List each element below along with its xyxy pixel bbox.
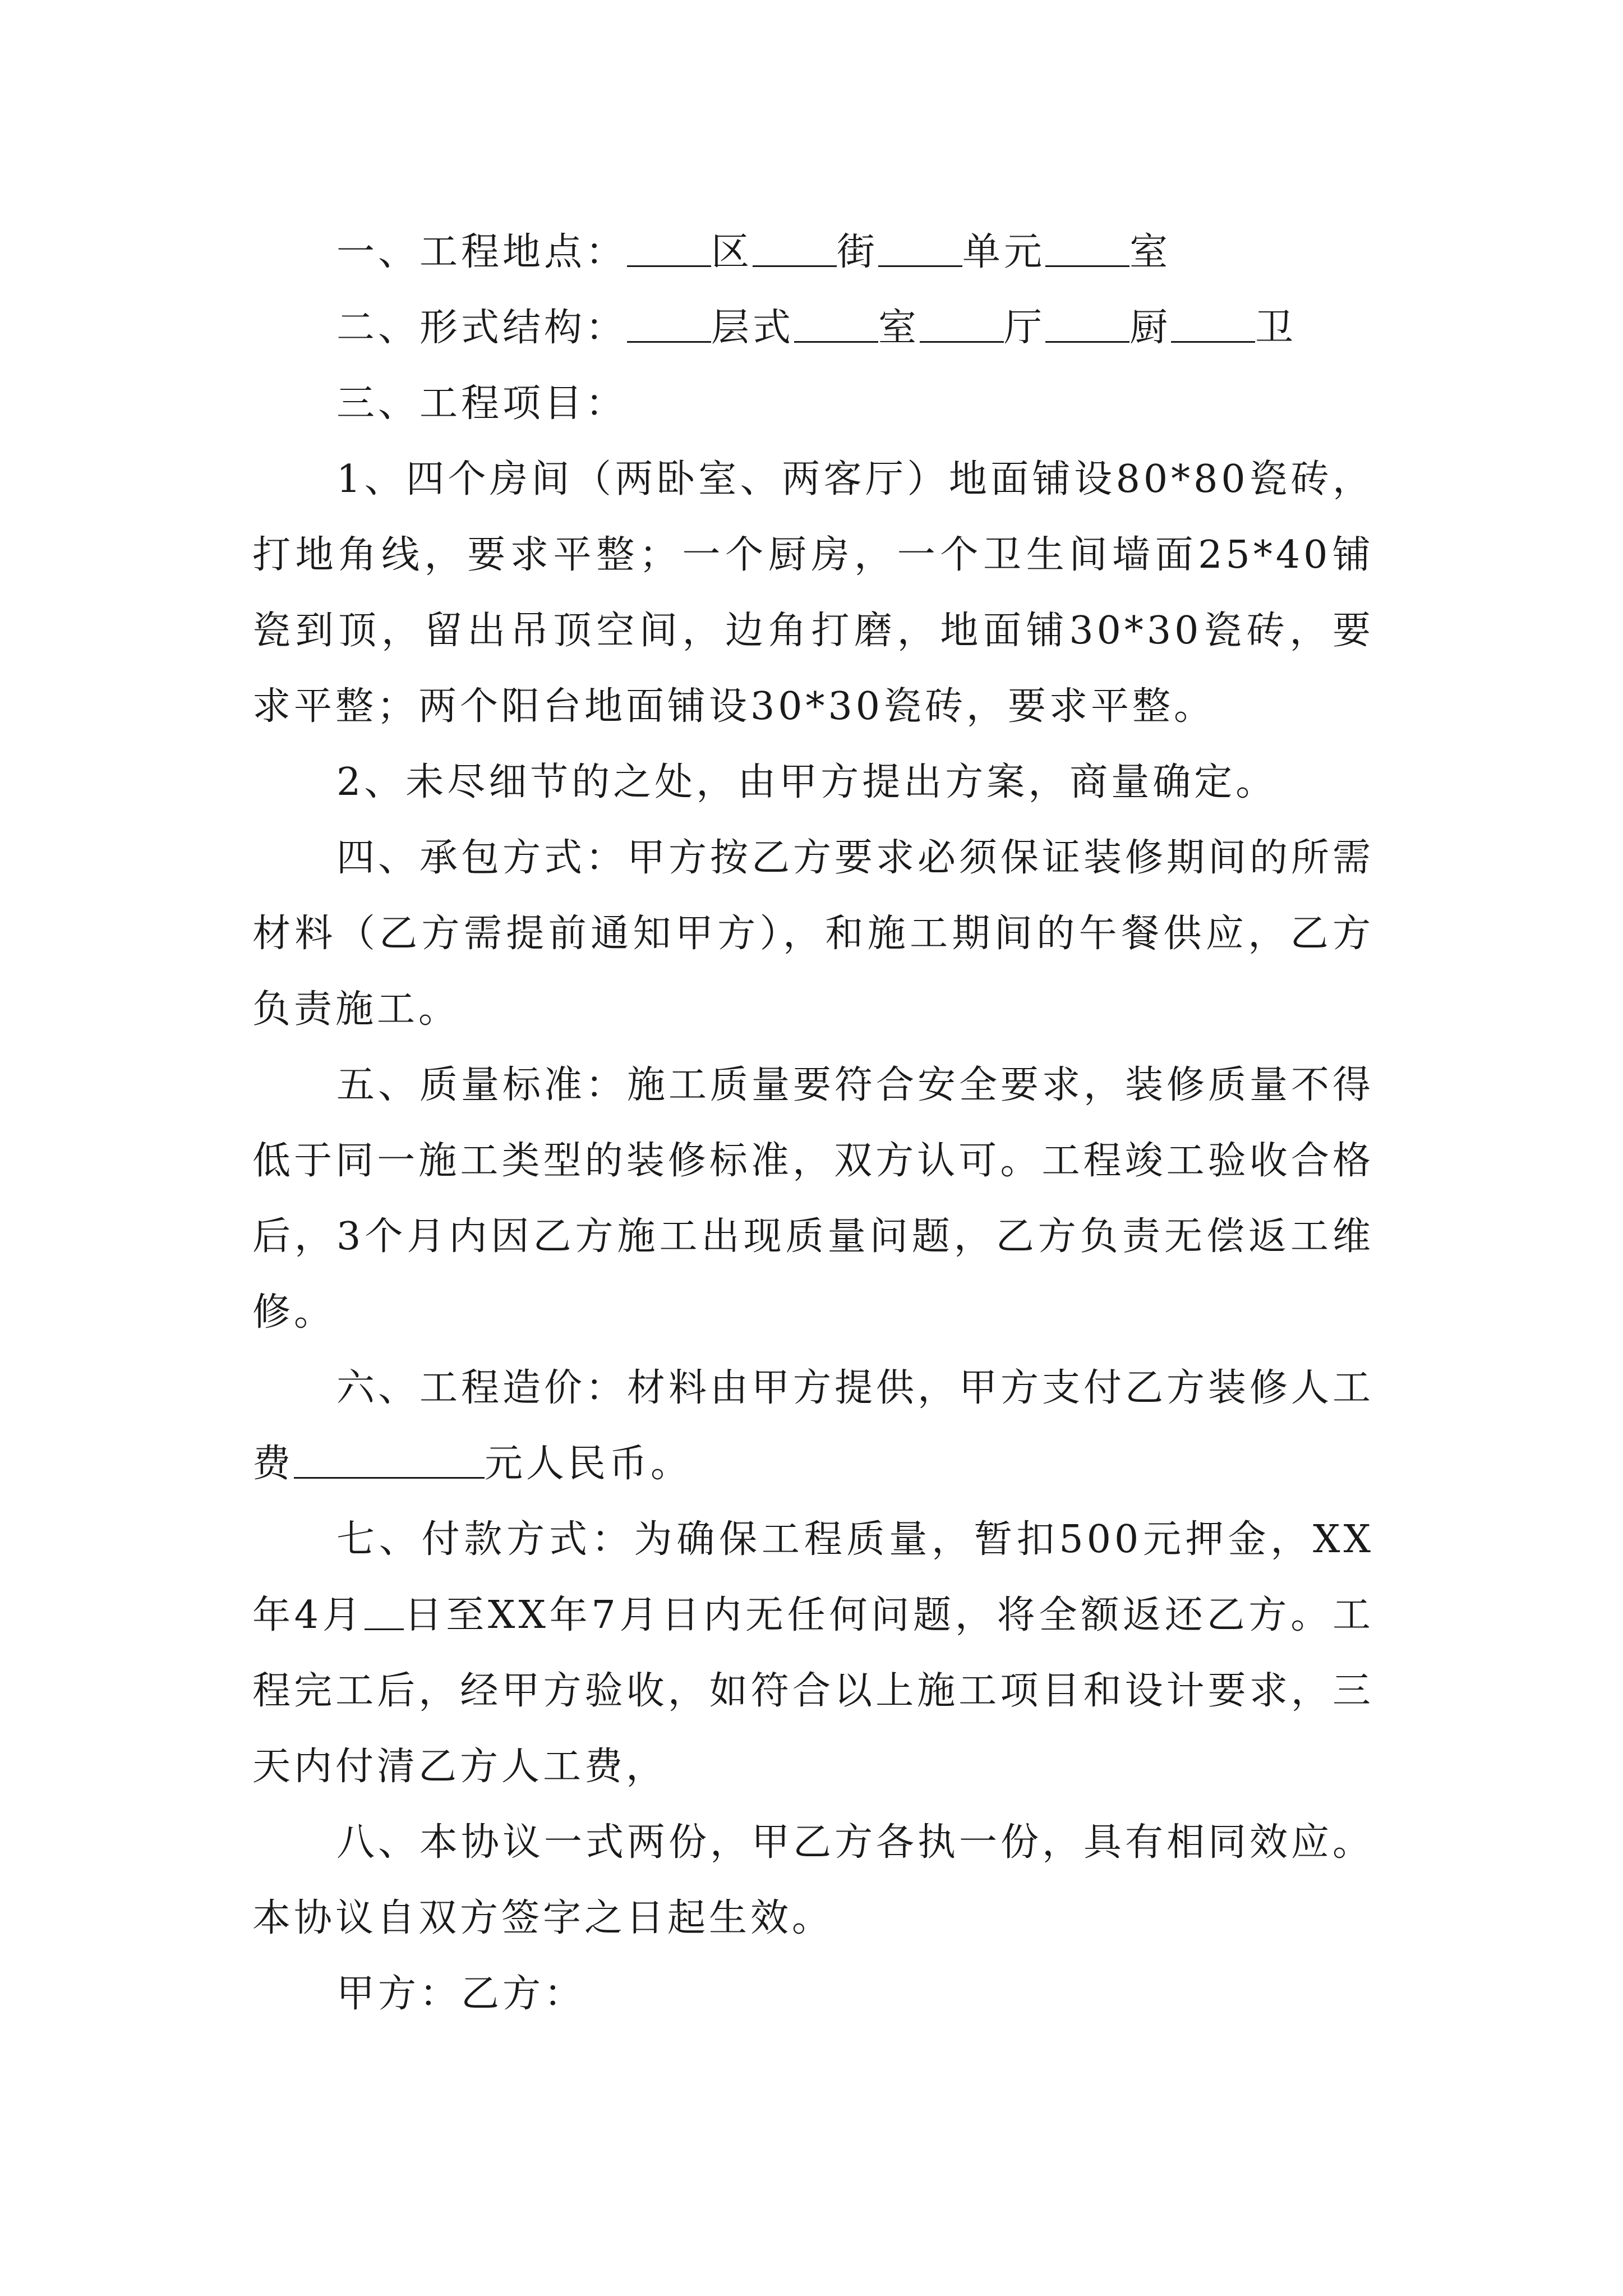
document-body	[252, 214, 1374, 2032]
start-day-blank	[365, 1595, 404, 1630]
project-cost-paragraph	[252, 1350, 1374, 1502]
district-blank	[627, 232, 711, 267]
payment-method-text-1: 七、付款方式：为确保工程质量，暂扣500元押金，XX年4月	[252, 1517, 1374, 1637]
district-unit: 区	[711, 230, 753, 274]
hall-unit: 厅	[1004, 306, 1046, 350]
unit-blank	[878, 232, 962, 267]
labor-fee-blank	[294, 1443, 485, 1479]
floor-type-unit: 层式	[711, 306, 795, 350]
street-unit: 街	[837, 230, 879, 274]
signature-line: 甲方：乙方：	[336, 1972, 586, 2016]
structure-label: 二、形式结构：	[336, 306, 628, 350]
floor-type-blank	[627, 307, 711, 343]
contract-method-paragraph: 四、承包方式：甲方按乙方要求必须保证装修期间的所需材料（乙方需提前通知甲方），和施工期间的午餐供应，乙方负责施工。	[252, 836, 1375, 1032]
room-unit: 室	[1129, 230, 1172, 274]
bathroom-unit: 卫	[1255, 306, 1297, 350]
project-location-line	[252, 214, 1374, 290]
kitchen-unit: 厨	[1129, 306, 1172, 350]
quality-standard-paragraph: 五、质量标准：施工质量要符合安全要求，装修质量不得低于同一施工类型的装修标准，双方认可。工程竣工验收合格后，3个月内因乙方施工出现质量问题，乙方负责无偿返工维修。	[252, 1063, 1375, 1335]
project-location-label: 一、工程地点：	[336, 230, 628, 274]
bedroom-blank	[794, 307, 878, 343]
copies-effect-paragraph: 八、本协议一式两份，甲乙方各执一份，具有相同效应。本协议自双方签字之日起生效。	[252, 1820, 1375, 1940]
bathroom-blank	[1171, 307, 1255, 343]
street-blank	[753, 232, 837, 267]
bedroom-unit: 室	[878, 306, 920, 350]
hall-blank	[920, 307, 1004, 343]
project-items-heading: 三、工程项目：	[336, 381, 628, 426]
unit-unit: 单元	[962, 230, 1046, 274]
structure-line	[252, 290, 1374, 366]
payment-method-paragraph	[252, 1502, 1374, 1805]
item-1-paragraph: 1、四个房间（两卧室、两客厅）地面铺设80*80瓷砖，打地角线，要求平整；一个厨房，一个卫生间墙面25*40铺瓷到顶，留出吊顶空间，边角打磨，地面铺30*30瓷砖，要求平整；两个阳台地面铺设30*30瓷砖，要求平整。	[252, 457, 1374, 729]
payment-method-text-2: 日至XX年7月日内无任何问题，将全额返还乙方。工程完工后，经甲方验收，如符合以上施工项目和设计要求，三天内付清乙方人工费，	[252, 1593, 1375, 1789]
project-cost-text: 六、工程造价：材料由甲方提供，甲方支付乙方装修人工费	[252, 1366, 1375, 1486]
item-2-paragraph: 2、未尽细节的之处，由甲方提出方案，商量确定。	[336, 760, 1278, 804]
room-blank	[1045, 232, 1129, 267]
kitchen-blank	[1045, 307, 1129, 343]
project-cost-currency: 元人民币。	[485, 1442, 693, 1486]
